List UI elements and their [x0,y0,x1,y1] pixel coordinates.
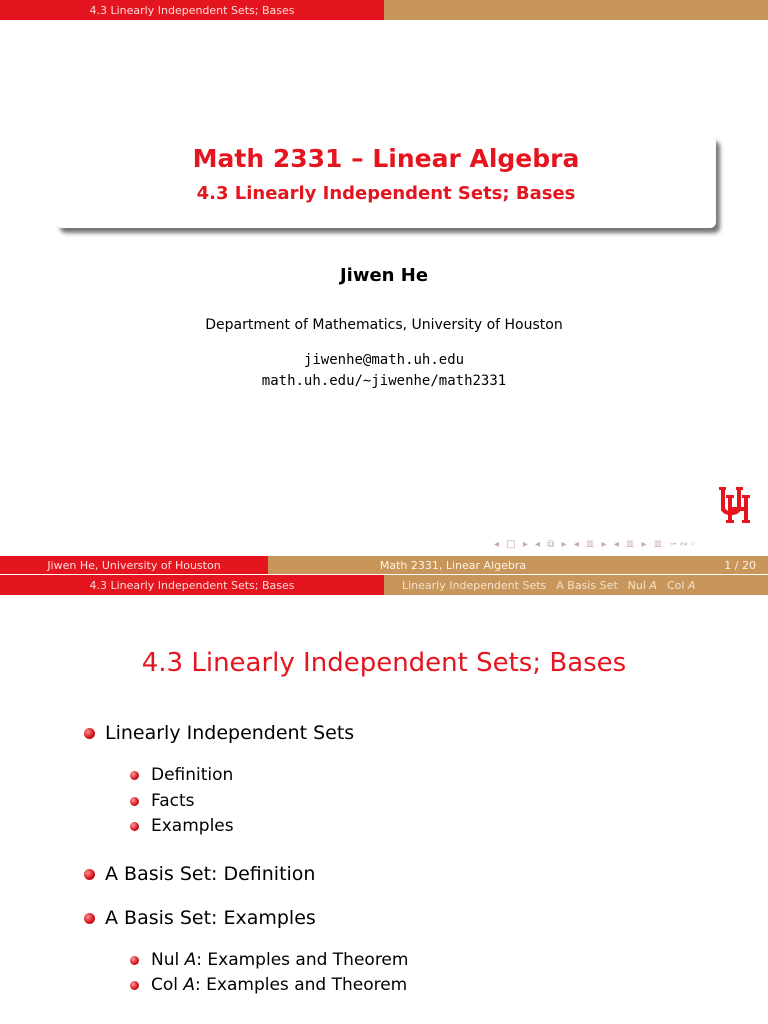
footer-course: Math 2331, Linear Algebra [379,558,527,572]
headline-nav-area [384,0,768,20]
section-title: 4.3 Linearly Independent Sets; Bases [141,648,627,678]
footer-author: Jiwen He, University of Houston [0,556,268,574]
nav-a-basis-set[interactable]: A Basis Set [556,578,618,592]
list-item [84,722,354,744]
sub-list-item [130,975,407,995]
bullet-icon [130,797,139,806]
bullet-icon [84,728,95,739]
list-item-label: A Basis Set: Examples [105,907,316,929]
sub-list-item-label [151,975,407,995]
sub-list-item [130,791,195,811]
sub-list-item-label: Facts [151,791,195,811]
bullet-icon [130,956,139,965]
author-name: Jiwen He [339,265,429,286]
nav-linearly-independent-sets[interactable]: Linearly Independent Sets [402,578,547,592]
item-pre: Col [151,975,184,995]
sub-list-item [130,816,234,836]
uh-logo-icon [718,485,752,525]
sub-list-item [130,765,233,785]
item-var: A [183,975,196,995]
headline-section-link[interactable]: 4.3 Linearly Independent Sets; Bases [0,575,384,595]
title-box [56,136,716,228]
beamer-nav-controls[interactable]: ◂ □ ▸ ◂ ⧉ ▸ ◂ ≣ ▸ ◂ ≣ ▸ ≣ ∽∾◦ [494,539,698,550]
presentation-title: Math 2331 – Linear Algebra [192,144,580,173]
footer-right [268,556,768,574]
slide1-headline-bar [0,0,768,20]
course-url: math.uh.edu/∼jiwenhe/math2331 [261,373,507,389]
author-email: jiwenhe@math.uh.edu [303,352,465,368]
item-post: : Examples and Theorem [196,950,409,970]
slide1-footline [0,556,768,574]
list-item-label: Linearly Independent Sets [105,722,355,744]
bullet-icon [130,822,139,831]
nav-nul-a[interactable] [628,579,657,592]
sub-list-item [130,950,408,970]
nav-col-label: Col [666,578,685,592]
list-item-label: A Basis Set: Definition [105,863,316,885]
sub-list-item-label: Examples [151,816,234,836]
list-item [84,907,316,929]
nav-col-a[interactable] [667,579,696,592]
sub-list-item-label: Definition [151,765,234,785]
headline-section-link[interactable]: 4.3 Linearly Independent Sets; Bases [0,0,384,20]
nav-nul-var: A [649,578,657,592]
nav-col-var: A [687,578,696,592]
nav-nul-label: Nul [627,578,646,592]
bullet-icon [84,869,95,880]
institution: Department of Mathematics, University of Houston [205,317,563,333]
item-post: : Examples and Theorem [195,975,408,995]
footer-page-number: 1 / 20 [724,558,756,572]
item-pre: Nul [151,950,185,970]
slide2-headline-bar [0,575,768,595]
headline-nav-area [384,575,768,595]
bullet-icon [84,913,95,924]
list-item [84,863,315,885]
presentation-subtitle: 4.3 Linearly Independent Sets; Bases [196,183,576,204]
bullet-icon [130,981,139,990]
sub-list-item-label [151,950,408,970]
item-var: A [184,950,197,970]
bullet-icon [130,771,139,780]
